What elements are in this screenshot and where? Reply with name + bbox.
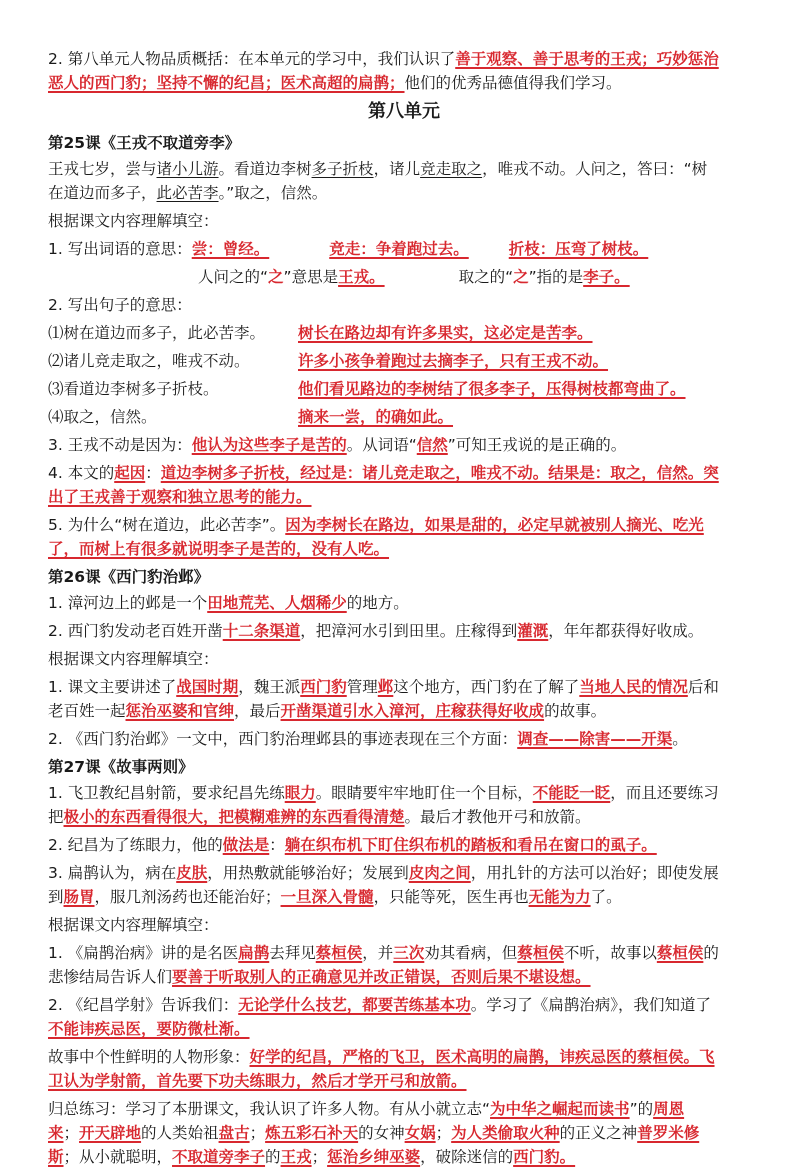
text: ；从小就聪明，	[63, 1148, 173, 1166]
l25-q5-line1	[48, 514, 760, 536]
question: ⑷取之，信然。	[48, 408, 157, 426]
answer: 许多小孩争着跑过去摘李子，只有王戎不动。	[298, 352, 609, 370]
answer: 卫认为学射箭，首先要下功夫练眼力，然后才学开弓和放箭。	[48, 1072, 467, 1090]
text: 1. 飞卫教纪昌射箭，要求纪昌先练	[48, 784, 285, 802]
text: ；	[249, 1124, 266, 1142]
answer: 李子。	[583, 268, 630, 286]
unit-title: 第八单元	[368, 101, 440, 122]
l25-q2-row	[48, 406, 760, 428]
answer: 他认为这些李子是苦的	[191, 436, 347, 454]
text: 到	[48, 888, 64, 906]
l27-f1-line1	[48, 942, 760, 964]
answer: 扁鹊	[238, 944, 270, 962]
answer: 西门豹。	[513, 1148, 576, 1166]
text: 。从词语“	[346, 436, 417, 454]
answer: 恶人的西门豹；坚持不懈的纪昌；医术高超的扁鹊；	[48, 74, 405, 92]
text: ，诸儿	[373, 160, 421, 178]
text: 的	[265, 1148, 281, 1166]
text: ，并	[362, 944, 394, 962]
l25-q1-line2	[48, 266, 760, 288]
text: 。最后才教他开弓和放箭。	[404, 808, 591, 826]
text: 1. 漳河边上的邺是一个	[48, 594, 208, 612]
answer: 皮肤	[176, 864, 208, 882]
text: ，把漳河水引到田里。庄稼得到	[300, 622, 518, 640]
answer: 眼力	[284, 784, 316, 802]
summary-line2	[48, 1122, 760, 1144]
question: ⑵诸儿竞走取之，唯戎不动。	[48, 352, 250, 370]
text: 的地方。	[346, 594, 409, 612]
answer: 王戎。	[338, 268, 385, 286]
answer: 折枝：压弯了树枝。	[508, 240, 649, 258]
answer: 蔡桓侯	[517, 944, 564, 962]
text: 管理	[346, 678, 378, 696]
answer: 普罗米修	[637, 1124, 700, 1142]
text: ；	[435, 1124, 452, 1142]
answer: 起因	[114, 464, 146, 482]
text: ；	[63, 1124, 80, 1142]
text: 。看道边李树	[218, 160, 312, 178]
l25-q2-row	[48, 350, 760, 372]
answer: 好学的纪昌，严格的飞卫，医术高明的扁鹊，讳疾忌医的蔡桓侯。飞	[249, 1048, 715, 1066]
l25-q3	[48, 434, 760, 456]
text: 劝其看病，但	[424, 944, 518, 962]
text: ，而且还要练习	[610, 784, 719, 802]
text: 2. 第八单元人物品质概括：在本单元的学习中，我们认识了	[48, 50, 456, 68]
l25-q2-row	[48, 378, 760, 400]
answer: 惩治乡绅巫婆	[327, 1148, 421, 1166]
answer: 不取道旁李子	[172, 1148, 266, 1166]
l27-q1-line1	[48, 782, 760, 804]
answer: 竞走：争着跑过去。	[329, 240, 469, 258]
answer: 当地人民的情况	[579, 678, 688, 696]
answer: 肠胃	[63, 888, 95, 906]
answer: 无能为力	[528, 888, 591, 906]
text: 3. 扁鹊认为，病在	[48, 864, 177, 882]
text: 1. 写出词语的意思：	[48, 240, 192, 258]
text: 4. 本文的	[48, 464, 115, 482]
text: ，破除迷信的	[420, 1148, 514, 1166]
answer: 躺在织布机下盯住织布机的踏板和看吊在窗口的虱子。	[284, 836, 657, 854]
text: 2. 西门豹发动老百姓开凿	[48, 622, 223, 640]
text: 。学习了《扁鹊治病》，我们知道了	[470, 996, 711, 1014]
answer: 信然	[416, 436, 448, 454]
text: 不听，故事以	[563, 944, 657, 962]
answer: 皮肉之间	[408, 864, 471, 882]
l27-q3-line2	[48, 886, 760, 908]
answer: 不能讳疾忌医，要防微杜渐。	[48, 1020, 250, 1038]
lesson-25-title: 第25课《王戎不取道旁李》	[48, 134, 241, 152]
text: ，只能等死，医生再也	[373, 888, 529, 906]
answer: 无论学什么技艺，都要苦练基本功	[238, 996, 471, 1014]
answer: 极小的东西看得很大，把模糊难辨的东西看得清楚	[63, 808, 405, 826]
text: 老百姓一起	[48, 702, 126, 720]
text: ：	[269, 836, 285, 854]
answer: 王戎	[280, 1148, 312, 1166]
answer: 盘古	[218, 1124, 250, 1142]
answer: 斯	[48, 1148, 64, 1166]
text: 悲惨结局告诉人们	[48, 968, 173, 986]
text: 的女神	[358, 1124, 405, 1142]
text: ”指的是	[528, 268, 584, 286]
l25-q2-label: 2. 写出句子的意思：	[48, 296, 192, 314]
answer: 道边李树多子折枝，经过是：诸儿竞走取之，唯戎不动。结果是：取之，信然。突	[160, 464, 719, 482]
lesson-25-text-line1	[48, 158, 760, 180]
answer: 为中华之崛起而读书	[490, 1100, 630, 1118]
answer: 邺	[377, 678, 394, 696]
text: 诸小儿游	[156, 160, 219, 178]
l27-f2-line2	[48, 1018, 760, 1040]
answer: 善于观察、善于思考的王戎；巧妙惩治	[455, 50, 719, 68]
text: ，魏王派	[238, 678, 301, 696]
text: ，唯戎不动。人问之，答曰：“树	[482, 160, 708, 178]
text: 人问之的“	[198, 268, 269, 286]
answer: 摘来一尝，的确如此。	[298, 408, 454, 426]
text: 了。	[590, 888, 622, 906]
text: 的故事。	[544, 702, 607, 720]
text: ，用热敷就能够治好；发展到	[207, 864, 409, 882]
text: 他们的优秀品德值得我们学习。	[404, 74, 622, 92]
text: 在道边而多子，	[48, 184, 157, 202]
answer: 西门豹	[300, 678, 347, 696]
l26-f1-line1	[48, 676, 760, 698]
l27-q3-line1	[48, 862, 760, 884]
unit8-summary-line2	[48, 72, 760, 94]
answer: 开天辟地	[79, 1124, 142, 1142]
answer: 十二条渠道	[222, 622, 301, 640]
answer: 之	[513, 268, 529, 286]
l25-q1-line1	[48, 238, 760, 260]
text: ，年年都获得好收成。	[548, 622, 704, 640]
l25-q2-row	[48, 322, 760, 344]
answer: 蔡桓侯	[315, 944, 363, 962]
text: 。	[672, 730, 688, 748]
text: 的正义之神	[559, 1124, 638, 1142]
text: 。眼睛要牢牢地盯住一个目标，	[315, 784, 533, 802]
answer: 周恩	[653, 1100, 685, 1118]
l26-f1-line2	[48, 700, 760, 722]
text: 多子折枝	[311, 160, 374, 178]
text: ”可知王戎说的是正确的。	[447, 436, 627, 454]
text: ，服几剂汤药也还能治好；	[94, 888, 281, 906]
summary-line3	[48, 1146, 760, 1168]
answer: 之	[268, 268, 284, 286]
question: ⑴树在道边而多子，此必苦李。	[48, 324, 266, 342]
l27-q1-line2	[48, 806, 760, 828]
answer: 尝：曾经。	[191, 240, 270, 258]
text: 这个地方，西门豹在了解了	[393, 678, 580, 696]
text: 去拜见	[269, 944, 316, 962]
answer: 来	[48, 1124, 64, 1142]
text: 此必苦李	[156, 184, 219, 202]
l27-f1-line2	[48, 966, 760, 988]
question: ⑶看道边李树多子折枝。	[48, 380, 219, 398]
text: 1. 课文主要讲述了	[48, 678, 177, 696]
text: 2. 《西门豹治邺》一文中，西门豹治理邺县的事迹表现在三个方面：	[48, 730, 518, 748]
l26-q1	[48, 592, 760, 614]
text: ：	[145, 464, 161, 482]
answer: 他们看见路边的李树结了很多李子，压得树枝都弯曲了。	[298, 380, 686, 398]
text: 取之的“	[458, 268, 514, 286]
fill-heading: 根据课文内容理解填空：	[48, 916, 219, 934]
answer: 灌溉	[517, 622, 549, 640]
text: 。”取之，信然。	[218, 184, 328, 202]
lesson-26-title: 第26课《西门豹治邺》	[48, 568, 210, 586]
l26-f2	[48, 728, 760, 750]
l27-chars-line2	[48, 1070, 760, 1092]
l27-chars-line1	[48, 1046, 760, 1068]
l27-f2-line1	[48, 994, 760, 1016]
fill-heading: 根据课文内容理解填空：	[48, 650, 219, 668]
text: ”意思是	[283, 268, 339, 286]
lesson-27-title: 第27课《故事两则》	[48, 758, 194, 776]
text: 2. 纪昌为了练眼力，他的	[48, 836, 223, 854]
text: 王戎七岁，尝与	[48, 160, 157, 178]
answer: 要善于听取别人的正确意见并改正错误，否则后果不堪设想。	[172, 968, 591, 986]
text: 2. 《纪昌学射》告诉我们：	[48, 996, 239, 1014]
text: 的人类始祖	[141, 1124, 219, 1142]
answer: 出了王戎善于观察和独立思考的能力。	[48, 488, 312, 506]
answer: 惩治巫婆和官绅	[125, 702, 235, 720]
text: ”的	[629, 1100, 654, 1118]
text: 故事中个性鲜明的人物形象：	[48, 1048, 250, 1066]
answer: 了，而树上有很多就说明李子是苦的，没有人吃。	[48, 540, 390, 558]
l25-q5-line2	[48, 538, 760, 560]
answer: 做法是	[222, 836, 270, 854]
text: 5. 为什么“树在道边，此必苦李”。	[48, 516, 286, 534]
answer: 不能眨一眨	[532, 784, 611, 802]
answer: 树长在路边却有许多果实，这必定是苦李。	[298, 324, 593, 342]
l25-q4-line1	[48, 462, 760, 484]
text: ，用扎针的方法可以治好；即使发展	[470, 864, 719, 882]
answer: 田地荒芜、人烟稀少	[207, 594, 347, 612]
lesson-25-text-line2	[48, 182, 760, 204]
answer: 战国时期	[176, 678, 239, 696]
answer: 因为李树长在路边，如果是甜的，必定早就被别人摘光、吃光	[285, 516, 704, 534]
summary-line1	[48, 1098, 760, 1120]
l25-q4-line2	[48, 486, 760, 508]
l27-q2	[48, 834, 760, 856]
text: ，最后	[234, 702, 281, 720]
l26-q2	[48, 620, 760, 642]
answer: 为人类偷取火种	[451, 1124, 560, 1142]
answer: 三次	[393, 944, 425, 962]
text: 把	[48, 808, 64, 826]
text: ；	[311, 1148, 328, 1166]
text: 竞走取之	[420, 160, 483, 178]
answer: 炼五彩石补天	[265, 1124, 359, 1142]
answer: 蔡桓侯	[656, 944, 704, 962]
answer: 开凿渠道引水入漳河，庄稼获得好收成	[280, 702, 545, 720]
unit8-summary-line1	[48, 48, 760, 70]
answer: 女娲	[404, 1124, 436, 1142]
fill-heading: 根据课文内容理解填空：	[48, 212, 219, 230]
text: 1. 《扁鹊治病》讲的是名医	[48, 944, 239, 962]
text: 后和	[687, 678, 719, 696]
text: 归总练习：学习了本册课文，我认识了许多人物。有从小就立志“	[48, 1100, 491, 1118]
text: 的	[703, 944, 719, 962]
text: 3. 王戎不动是因为：	[48, 436, 192, 454]
answer: 一旦深入骨髓	[280, 888, 374, 906]
answer: 调查——除害——开渠	[517, 730, 673, 748]
